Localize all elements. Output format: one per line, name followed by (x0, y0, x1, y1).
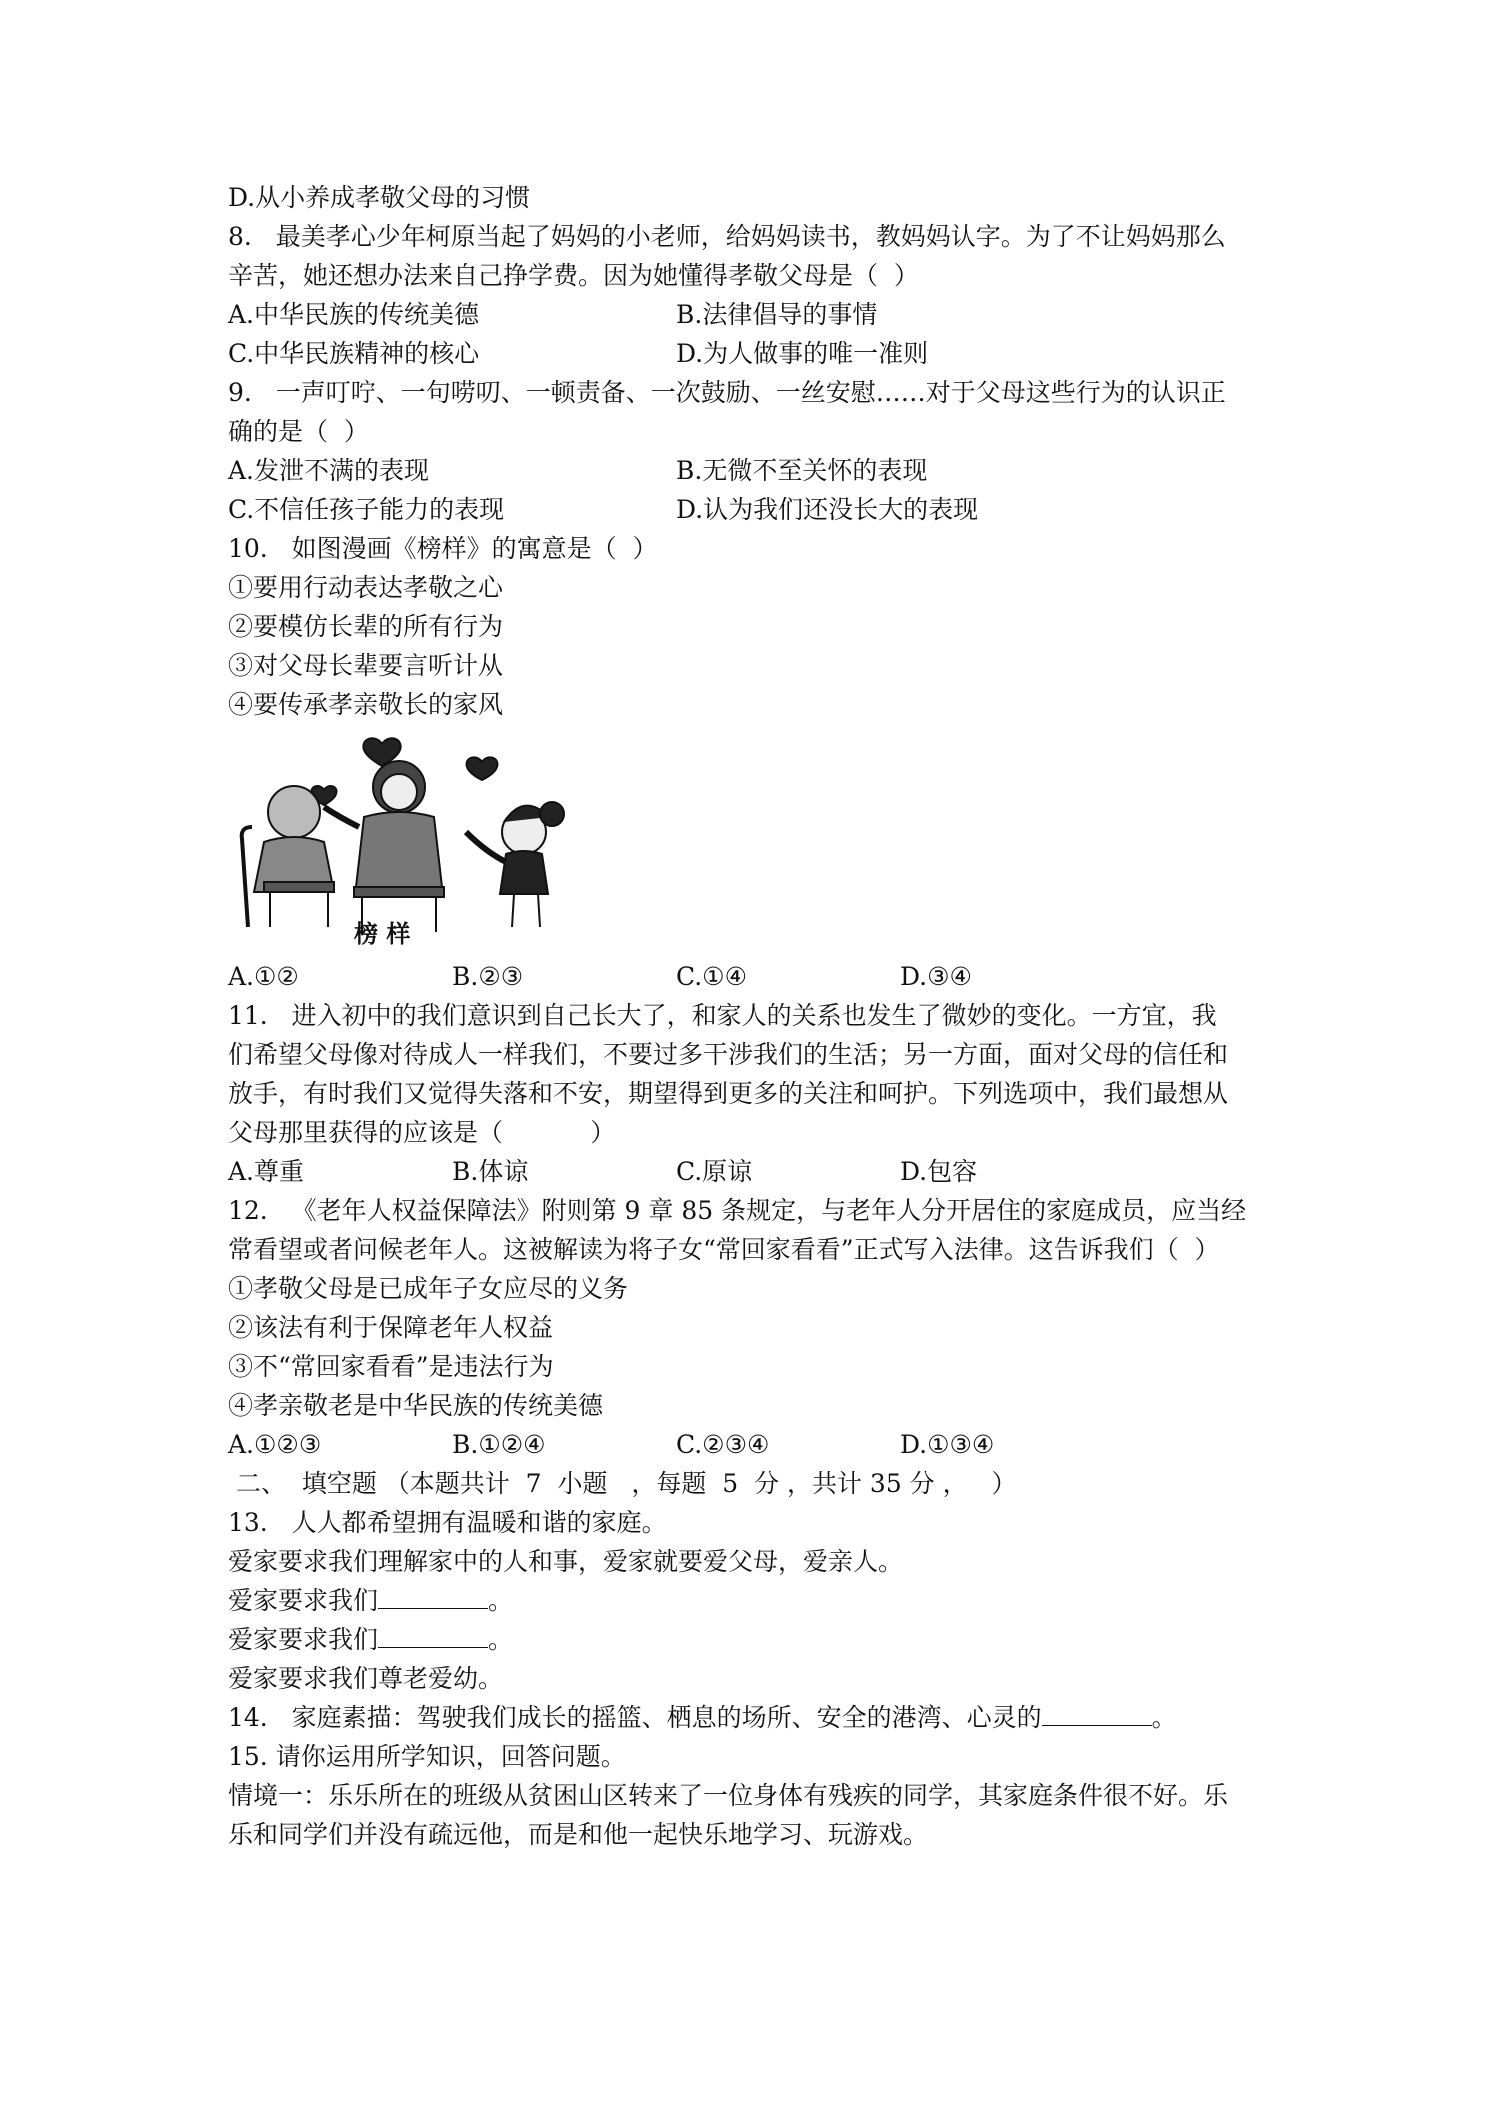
q11-option-a: A.尊重 (228, 1157, 305, 1186)
q14-prefix: 14. 家庭素描：驾驶我们成长的摇篮、栖息的场所、安全的港湾、心灵的 (228, 1703, 1042, 1732)
q13-blank1-suffix: 。 (488, 1586, 514, 1615)
q11-line1: 11. 进入初中的我们意识到自己长大了，和家人的关系也发生了微妙的变化。一方宜，我 (228, 1001, 1217, 1030)
q9-option-c: C.不信任孩子能力的表现 (228, 495, 505, 524)
q12-option-b: B.①②④ (452, 1430, 546, 1459)
q12-item-1: ①孝敬父母是已成年子女应尽的义务 (228, 1274, 629, 1303)
q8-options-row1 (228, 295, 1278, 334)
q12-option-d: D.①③④ (900, 1430, 995, 1459)
q10-item-4: ④要传承孝亲敬长的家风 (228, 690, 504, 719)
q13-line4: 爱家要求我们尊老爱幼。 (228, 1664, 504, 1693)
q14-suffix: 。 (1151, 1703, 1177, 1732)
q13-blank2-prefix: 爱家要求我们 (228, 1625, 379, 1654)
q12-options (228, 1425, 1278, 1464)
q11-option-d: D.包容 (900, 1157, 978, 1186)
q9-option-b: B.无微不至关怀的表现 (676, 456, 928, 485)
q10-item-2: ②要模仿长辈的所有行为 (228, 612, 504, 641)
q10-options (228, 957, 1278, 996)
q11-option-b: B.体谅 (452, 1157, 529, 1186)
q11-options (228, 1152, 1278, 1191)
q10-item-1: ①要用行动表达孝敬之心 (228, 573, 504, 602)
exam-page (228, 178, 1278, 1854)
q8-option-a: A.中华民族的传统美德 (228, 300, 480, 329)
q10-option-c: C.①④ (676, 962, 748, 991)
q9-options-row1 (228, 451, 1278, 490)
q11-line3: 放手，有时我们又觉得失落和不安，期望得到更多的关注和呵护。下列选项中，我们最想从 (228, 1079, 1229, 1108)
q9-option-a: A.发泄不满的表现 (228, 456, 430, 485)
q15-line2: 乐和同学们并没有疏远他，而是和他一起快乐地学习、玩游戏。 (228, 1820, 929, 1849)
section-heading: 二、 填空题 （本题共计 7 小题 ，每题 5 分 ，共计 35 分 ， ） (228, 1469, 1017, 1498)
q9-option-d: D.认为我们还没长大的表现 (676, 495, 979, 524)
q8-options-row2 (228, 334, 1278, 373)
q10-option-d: D.③④ (900, 962, 972, 991)
q15-line1: 情境一：乐乐所在的班级从贫困山区转来了一位身体有残疾的同学，其家庭条件很不好。乐 (228, 1781, 1229, 1810)
q8-option-d: D.为人做事的唯一准则 (676, 339, 929, 368)
q13-blank2[interactable] (378, 1623, 488, 1648)
q15-stem: 15. 请你运用所学知识，回答问题。 (228, 1742, 626, 1771)
q12-line2: 常看望或者问候老年人。这被解读为将子女“常回家看看”正式写入法律。这告诉我们（ ） (228, 1235, 1220, 1264)
q10-item-3: ③对父母长辈要言听计从 (228, 651, 504, 680)
q12-item-2: ②该法有利于保障老年人权益 (228, 1313, 554, 1342)
q10-stem: 10. 如图漫画《榜样》的寓意是（ ） (228, 534, 658, 563)
q8-stem-line1: 8. 最美孝心少年柯原当起了妈妈的小老师，给妈妈读书，教妈妈认字。为了不让妈妈那么 (228, 222, 1226, 251)
q9-stem-line2: 确的是（ ） (228, 417, 369, 446)
q10-option-a: A.①② (228, 962, 299, 991)
q12-line1: 12. 《老年人权益保障法》附则第 9 章 85 条规定，与老年人分开居住的家庭成员，应当经 (228, 1196, 1247, 1225)
q13-blank1[interactable] (378, 1584, 488, 1609)
q11-line4: 父母那里获得的应该是（ ） (228, 1118, 616, 1147)
q12-item-4: ④孝亲敬老是中华民族的传统美德 (228, 1391, 604, 1420)
q11-option-c: C.原谅 (676, 1157, 753, 1186)
q9-options-row2 (228, 490, 1278, 529)
cartoon-caption: 榜 样 (354, 920, 411, 947)
role-model-cartoon (234, 732, 634, 947)
q11-line2: 们希望父母像对待成人一样我们，不要过多干涉我们的生活；另一方面，面对父母的信任和 (228, 1040, 1229, 1069)
q13-stem: 13. 人人都希望拥有温暖和谐的家庭。 (228, 1508, 667, 1537)
q8-stem-line2: 辛苦，她还想办法来自己挣学费。因为她懂得孝敬父母是（ ） (228, 261, 919, 290)
q14-line (228, 1698, 1278, 1737)
q13-blank-line1 (228, 1581, 1278, 1620)
q10-option-b: B.②③ (452, 962, 524, 991)
q13-blank2-suffix: 。 (488, 1625, 514, 1654)
q12-item-3: ③不“常回家看看”是违法行为 (228, 1352, 554, 1381)
q13-blank-line2 (228, 1620, 1278, 1659)
q13-blank1-prefix: 爱家要求我们 (228, 1586, 379, 1615)
q8-option-c: C.中华民族精神的核心 (228, 339, 480, 368)
q14-blank[interactable] (1042, 1701, 1152, 1726)
q13-line1: 爱家要求我们理解家中的人和事，爱家就要爱父母，爱亲人。 (228, 1547, 904, 1576)
q8-option-b: B.法律倡导的事情 (676, 300, 878, 329)
heart-icon (467, 757, 498, 780)
q9-stem-line1: 9. 一声叮咛、一句唠叨、一顿责备、一次鼓励、一丝安慰……对于父母这些行为的认识正 (228, 378, 1226, 407)
q12-option-a: A.①②③ (228, 1430, 322, 1459)
q12-option-c: C.②③④ (676, 1430, 770, 1459)
q7-option-d: D.从小养成孝敬父母的习惯 (228, 183, 531, 212)
